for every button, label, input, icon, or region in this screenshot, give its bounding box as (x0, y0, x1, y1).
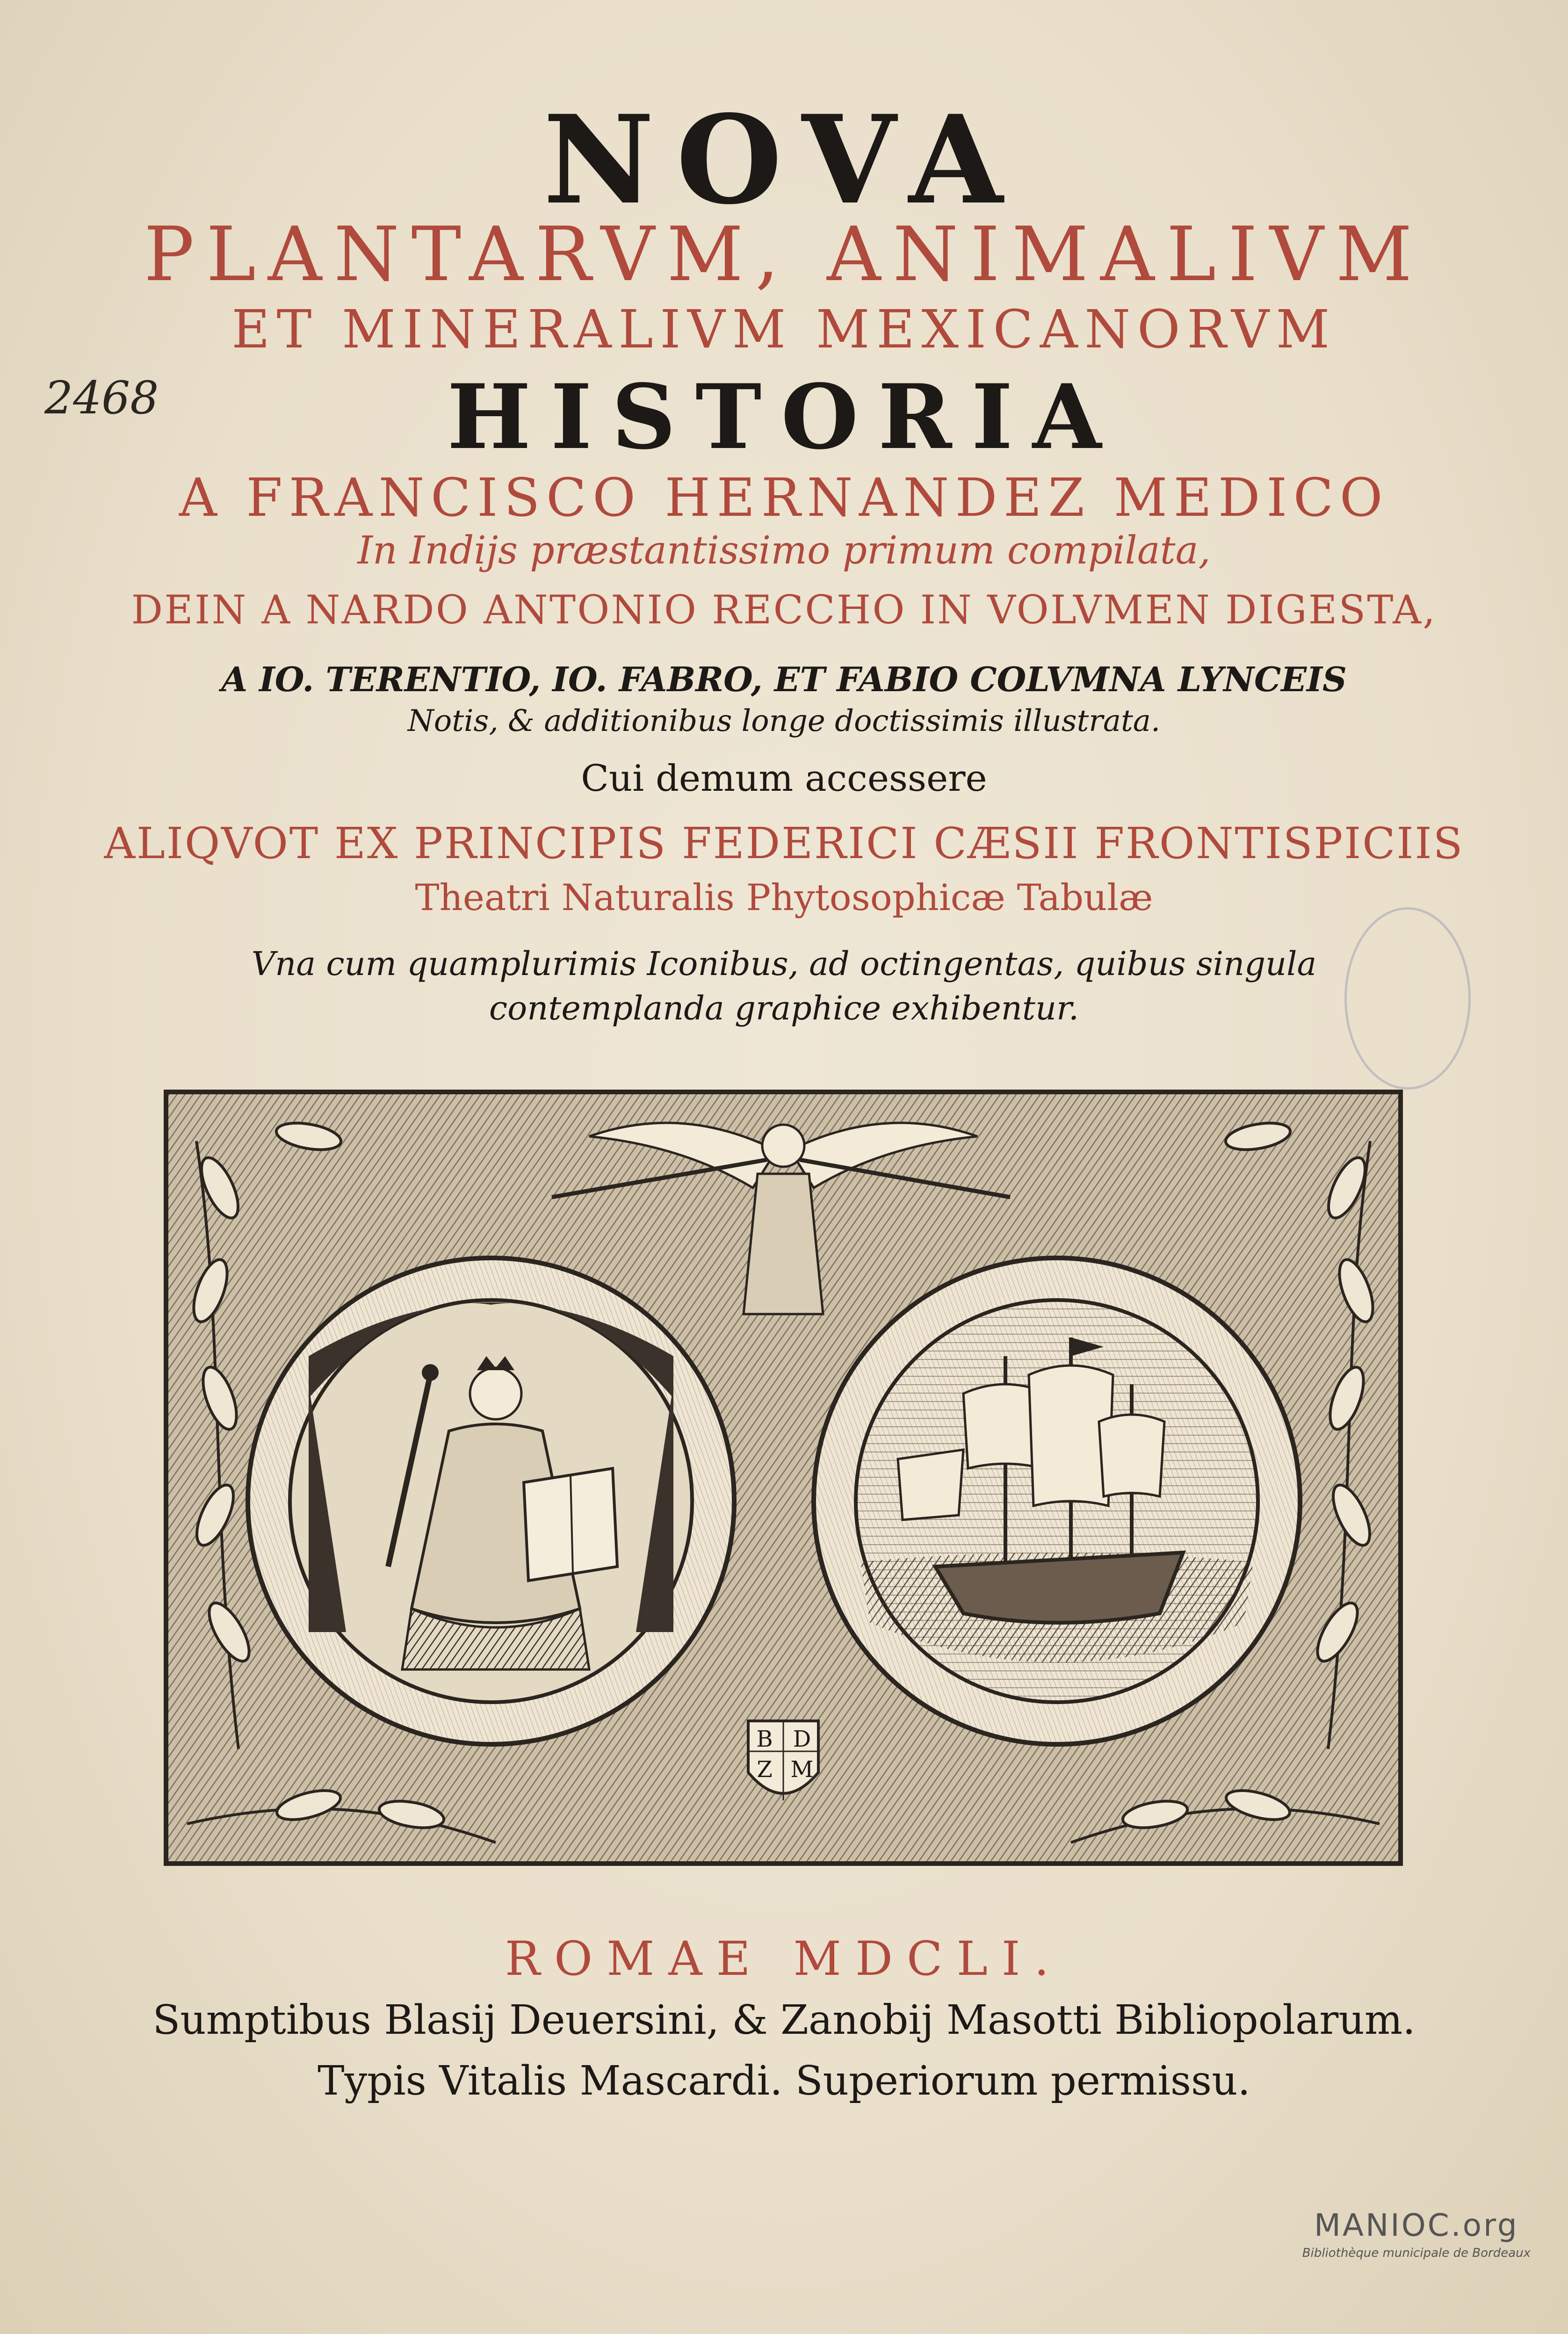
frontispiciis-line: ALIQVOT EX PRINCIPIS FEDERICI CÆSII FRONTISPICIIS (104, 818, 1464, 868)
title-historia: HISTORIA (447, 365, 1121, 469)
watermark-subtitle: Bibliothèque municipale de Bordeaux (1302, 2246, 1531, 2260)
shield-letter-b: B (756, 1726, 773, 1752)
theatri-line: Theatri Naturalis Phytosophicæ Tabulæ (415, 877, 1153, 919)
imprint-typis: Typis Vitalis Mascardi. Superiorum permissu. (318, 2058, 1250, 2104)
shelfmark: 2468 (44, 372, 159, 424)
vna-line-2: contemplanda graphice exhibentur. (489, 989, 1079, 1027)
imprint-city-date: ROMAE MDCLI. (505, 1931, 1063, 1986)
manioc-watermark (1302, 2207, 1531, 2260)
title-plantarum: PLANTARVM, ANIMALIVM (144, 210, 1424, 298)
vna-line-1: Vna cum quamplurimis Iconibus, ad octingentas, quibus singula (251, 945, 1317, 983)
shield-letter-z: Z (757, 1756, 773, 1783)
author-line: A FRANCISCO HERNANDEZ MEDICO (179, 468, 1389, 528)
notes-line-1: A IO. TERENTIO, IO. FABRO, ET FABIO COLVMNA LYNCEIS (221, 659, 1347, 699)
right-medallion-ship (814, 1258, 1300, 1744)
shield-letter-m: M (790, 1756, 814, 1783)
left-medallion-woman-with-book (248, 1258, 734, 1744)
notes-line-2: Notis, & additionibus longe doctissimis illustrata. (407, 704, 1161, 738)
imprint-sumptibus: Sumptibus Blasij Deuersini, & Zanobij Masotti Bibliopolarum. (152, 1997, 1416, 2044)
title-nova: NOVA (543, 89, 1025, 231)
title-mineralium: ET MINERALIVM MEXICANORVM (231, 299, 1337, 360)
editor-line: DEIN A NARDO ANTONIO RECCHO IN VOLVMEN DIGESTA, (131, 587, 1437, 633)
watermark-logo: MANIOC.org (1314, 2207, 1519, 2243)
printer-device-engraving (164, 1090, 1403, 1866)
shield-letter-d: D (793, 1726, 811, 1752)
author-subline: In Indijs præstantissimo primum compilata, (357, 528, 1211, 573)
accessere-line: Cui demum accessere (581, 758, 987, 800)
